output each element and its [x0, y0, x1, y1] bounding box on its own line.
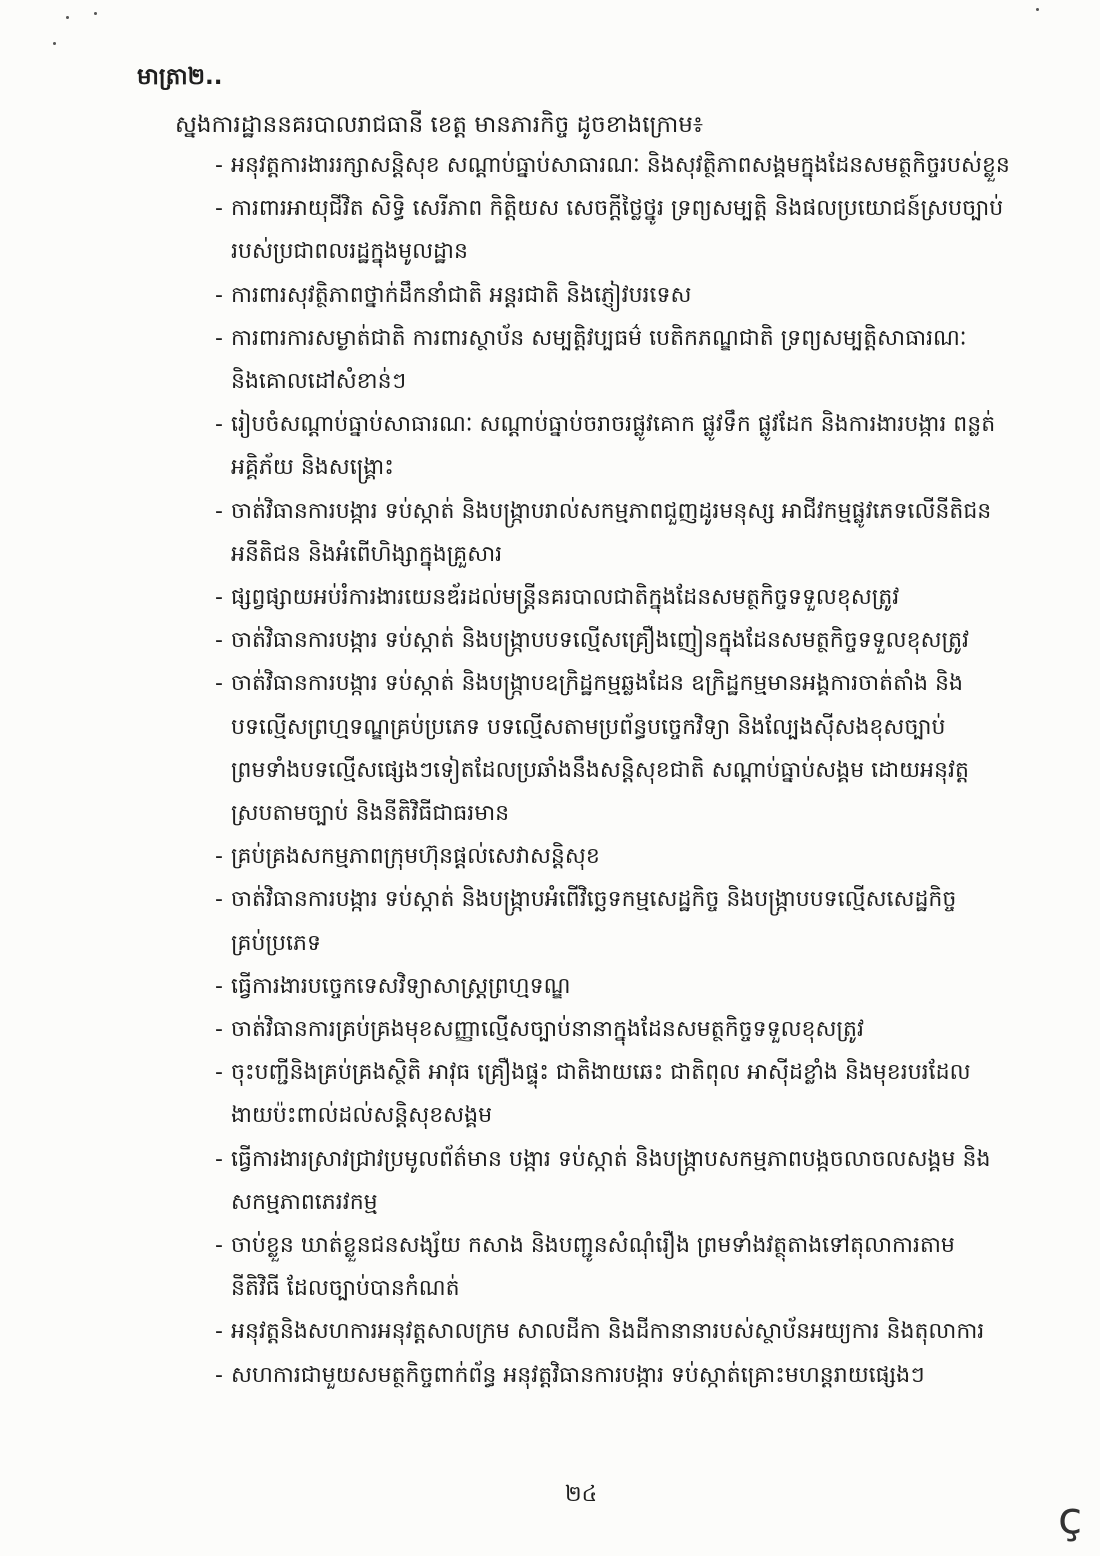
list-bullet: - — [215, 325, 223, 351]
list-item — [215, 1224, 1045, 1310]
list-item — [215, 1008, 1045, 1051]
page-number: ២៤ — [565, 1482, 598, 1507]
list-bullet: - — [215, 1233, 223, 1259]
list-item — [215, 490, 1045, 576]
list-item-line: ចុះបញ្ជីនិងគ្រប់គ្រងស្ថិតិ អាវុធ គ្រឿងផ្ទុះ ជាតិងាយឆេះ ជាតិពុល អាស៊ីដខ្លាំង និងមុខរបរដែល — [231, 1060, 971, 1086]
list-item — [215, 576, 1045, 619]
scan-speck — [53, 42, 56, 45]
list-bullet: - — [215, 282, 223, 308]
list-bullet: - — [215, 973, 223, 999]
list-item — [215, 835, 1045, 878]
list-item-line: បទល្មើសព្រហ្មទណ្ឌគ្រប់ប្រភេទ បទល្មើសតាមប្រព័ន្ធបច្ចេកវិទ្យា និងល្បែងស៊ីសងខុសច្បាប់ — [231, 714, 946, 740]
list-item-line: ការពារការសម្ងាត់ជាតិ ការពារស្ថាប័ន សម្បត្តិវប្បធម៌ បេតិកភណ្ឌជាតិ ទ្រព្យសម្បត្តិសាធារណៈ — [231, 325, 967, 351]
list-item-line: អនុវត្តនិងសហការអនុវត្តសាលក្រម សាលដីកា និងដីកានានារបស់ស្ថាប័នអយ្យការ និងតុលាការ — [231, 1319, 985, 1345]
list-item-line: ចាត់វិធានការបង្ការ ទប់ស្កាត់ និងបង្ក្រាបអំពើវិច្ឆេទកម្មសេដ្ឋកិច្ច និងបង្ក្រាបបទល្មើសសេដ្ឋកិច្ច — [231, 887, 957, 913]
list-item-line: ចាត់វិធានការគ្រប់គ្រងមុខសញ្ញាល្មើសច្បាប់នានាក្នុងដែនសមត្ថកិច្ចទទួលខុសត្រូវ — [231, 1017, 864, 1043]
list-item-line: ផ្សព្វផ្សាយអប់រំការងារយេនឌ័រដល់មន្ត្រីនគរបាលជាតិក្នុងដែនសមត្ថកិច្ចទទួលខុសត្រូវ — [231, 585, 900, 611]
list-item-line: គ្រប់ប្រភេទ — [231, 930, 321, 956]
list-item — [215, 1138, 1045, 1224]
article-heading: មាត្រា២.. — [137, 64, 223, 90]
duties-list — [215, 144, 1045, 1397]
list-item — [215, 662, 1045, 835]
list-item-line: អគ្គិភ័យ និងសង្គ្រោះ — [231, 455, 394, 481]
list-item — [215, 1310, 1045, 1353]
list-item-line: រៀបចំសណ្តាប់ធ្នាប់សាធារណៈ សណ្តាប់ធ្នាប់ចរាចរផ្លូវគោក ផ្លូវទឹក ផ្លូវដែក និងការងារបង្ការ ពន្លត់ — [231, 412, 996, 438]
list-item — [215, 274, 1045, 317]
handwritten-mark: ç — [1058, 1493, 1083, 1544]
list-item — [215, 1051, 1045, 1137]
list-item-line: អនុវត្តការងាររក្សាសន្តិសុខ សណ្តាប់ធ្នាប់សាធារណៈ និងសុវត្ថិភាពសង្គមក្នុងដែនសមត្ថកិច្ចរបស់ខ្លួន — [231, 153, 1010, 178]
list-item — [215, 144, 1045, 187]
list-bullet: - — [215, 1319, 223, 1345]
intro-paragraph: ស្នងការដ្ឋាននគរបាលរាជធានី ខេត្ត មានភារកិច្ច ដូចខាងក្រោម៖ — [175, 112, 703, 138]
list-bullet: - — [215, 585, 223, 611]
scan-speck — [1036, 8, 1039, 11]
list-bullet: - — [215, 628, 223, 654]
list-item — [215, 619, 1045, 662]
list-bullet: - — [215, 671, 223, 697]
list-bullet: - — [215, 498, 223, 524]
list-item-line: អនីតិជន និងអំពើហិង្សាក្នុងគ្រួសារ — [231, 541, 503, 567]
list-item-line: ចាប់ខ្លួន ឃាត់ខ្លួនជនសង្ស័យ កសាង និងបញ្ជូនសំណុំរឿង ព្រមទាំងវត្ថុតាងទៅតុលាការតាម — [231, 1233, 955, 1259]
list-item-line: និងគោលដៅសំខាន់ៗ — [231, 369, 407, 395]
list-item-line: ធ្វើការងារស្រាវជ្រាវប្រមូលព័ត៌មាន បង្ការ ទប់ស្កាត់ និងបង្ក្រាបសកម្មភាពបង្កចលាចលសង្គម និង — [231, 1146, 991, 1172]
list-bullet: - — [215, 412, 223, 438]
list-item-line: សហការជាមួយសមត្ថកិច្ចពាក់ព័ន្ធ អនុវត្តវិធានការបង្ការ ទប់ស្កាត់គ្រោះមហន្តរាយផ្សេងៗ — [231, 1362, 925, 1388]
list-item-line: សកម្មភាពភេរវកម្ម — [231, 1189, 378, 1215]
list-item — [215, 878, 1045, 964]
list-bullet: - — [215, 196, 223, 222]
list-item — [215, 317, 1045, 403]
list-item-line: ការពារសុវត្ថិភាពថ្នាក់ដឹកនាំជាតិ អន្តរជាតិ និងភ្ញៀវបរទេស — [231, 282, 692, 308]
list-item — [215, 403, 1045, 489]
list-bullet: - — [215, 844, 223, 870]
scan-speck — [94, 12, 97, 15]
list-bullet: - — [215, 1362, 223, 1388]
list-bullet: - — [215, 1017, 223, 1043]
list-bullet: - — [215, 1146, 223, 1172]
list-item — [215, 965, 1045, 1008]
list-item-line: ចាត់វិធានការបង្ការ ទប់ស្កាត់ និងបង្ក្រាបរាល់សកម្មភាពជួញដូរមនុស្ស អាជីវកម្មផ្លូវភេទលើនីតិជន — [231, 498, 992, 524]
list-bullet: - — [215, 153, 223, 178]
list-item-line: ការពារអាយុជីវិត សិទ្ធិ សេរីភាព កិត្តិយស សេចក្តីថ្លៃថ្នូរ ទ្រព្យសម្បត្តិ និងផលប្រយោជន៍ស្របច្បាប់ — [231, 196, 1004, 222]
scan-speck — [66, 16, 69, 19]
list-item-line: គ្រប់គ្រងសកម្មភាពក្រុមហ៊ុនផ្តល់សេវាសន្តិសុខ — [231, 844, 600, 870]
list-item-line: ចាត់វិធានការបង្ការ ទប់ស្កាត់ និងបង្ក្រាបឧក្រិដ្ឋកម្មឆ្លងដែន ឧក្រិដ្ឋកម្មមានអង្គការចាត់តាំង និង — [231, 671, 963, 697]
list-item-line: ព្រមទាំងបទល្មើសផ្សេងៗទៀតដែលប្រឆាំងនឹងសន្តិសុខជាតិ សណ្តាប់ធ្នាប់សង្គម ដោយអនុវត្ត — [231, 757, 969, 783]
list-bullet: - — [215, 887, 223, 913]
list-item-line: ស្របតាមច្បាប់ និងនីតិវិធីជាធរមាន — [231, 801, 510, 827]
list-item — [215, 1354, 1045, 1397]
list-item-line: នីតិវិធី ដែលច្បាប់បានកំណត់ — [231, 1276, 460, 1302]
list-item-line: ចាត់វិធានការបង្ការ ទប់ស្កាត់ និងបង្ក្រាបបទល្មើសគ្រឿងញៀនក្នុងដែនសមត្ថកិច្ចទទួលខុសត្រូវ — [231, 628, 970, 654]
list-bullet: - — [215, 1060, 223, 1086]
list-item-line: របស់ប្រជាពលរដ្ឋក្នុងមូលដ្ឋាន — [231, 239, 468, 265]
list-item-line: ធ្វើការងារបច្ចេកទេសវិទ្យាសាស្ត្រព្រហ្មទណ្ឌ — [231, 973, 571, 999]
list-item — [215, 187, 1045, 273]
list-item-line: ងាយប៉ះពាល់ដល់សន្តិសុខសង្គម — [231, 1103, 493, 1129]
